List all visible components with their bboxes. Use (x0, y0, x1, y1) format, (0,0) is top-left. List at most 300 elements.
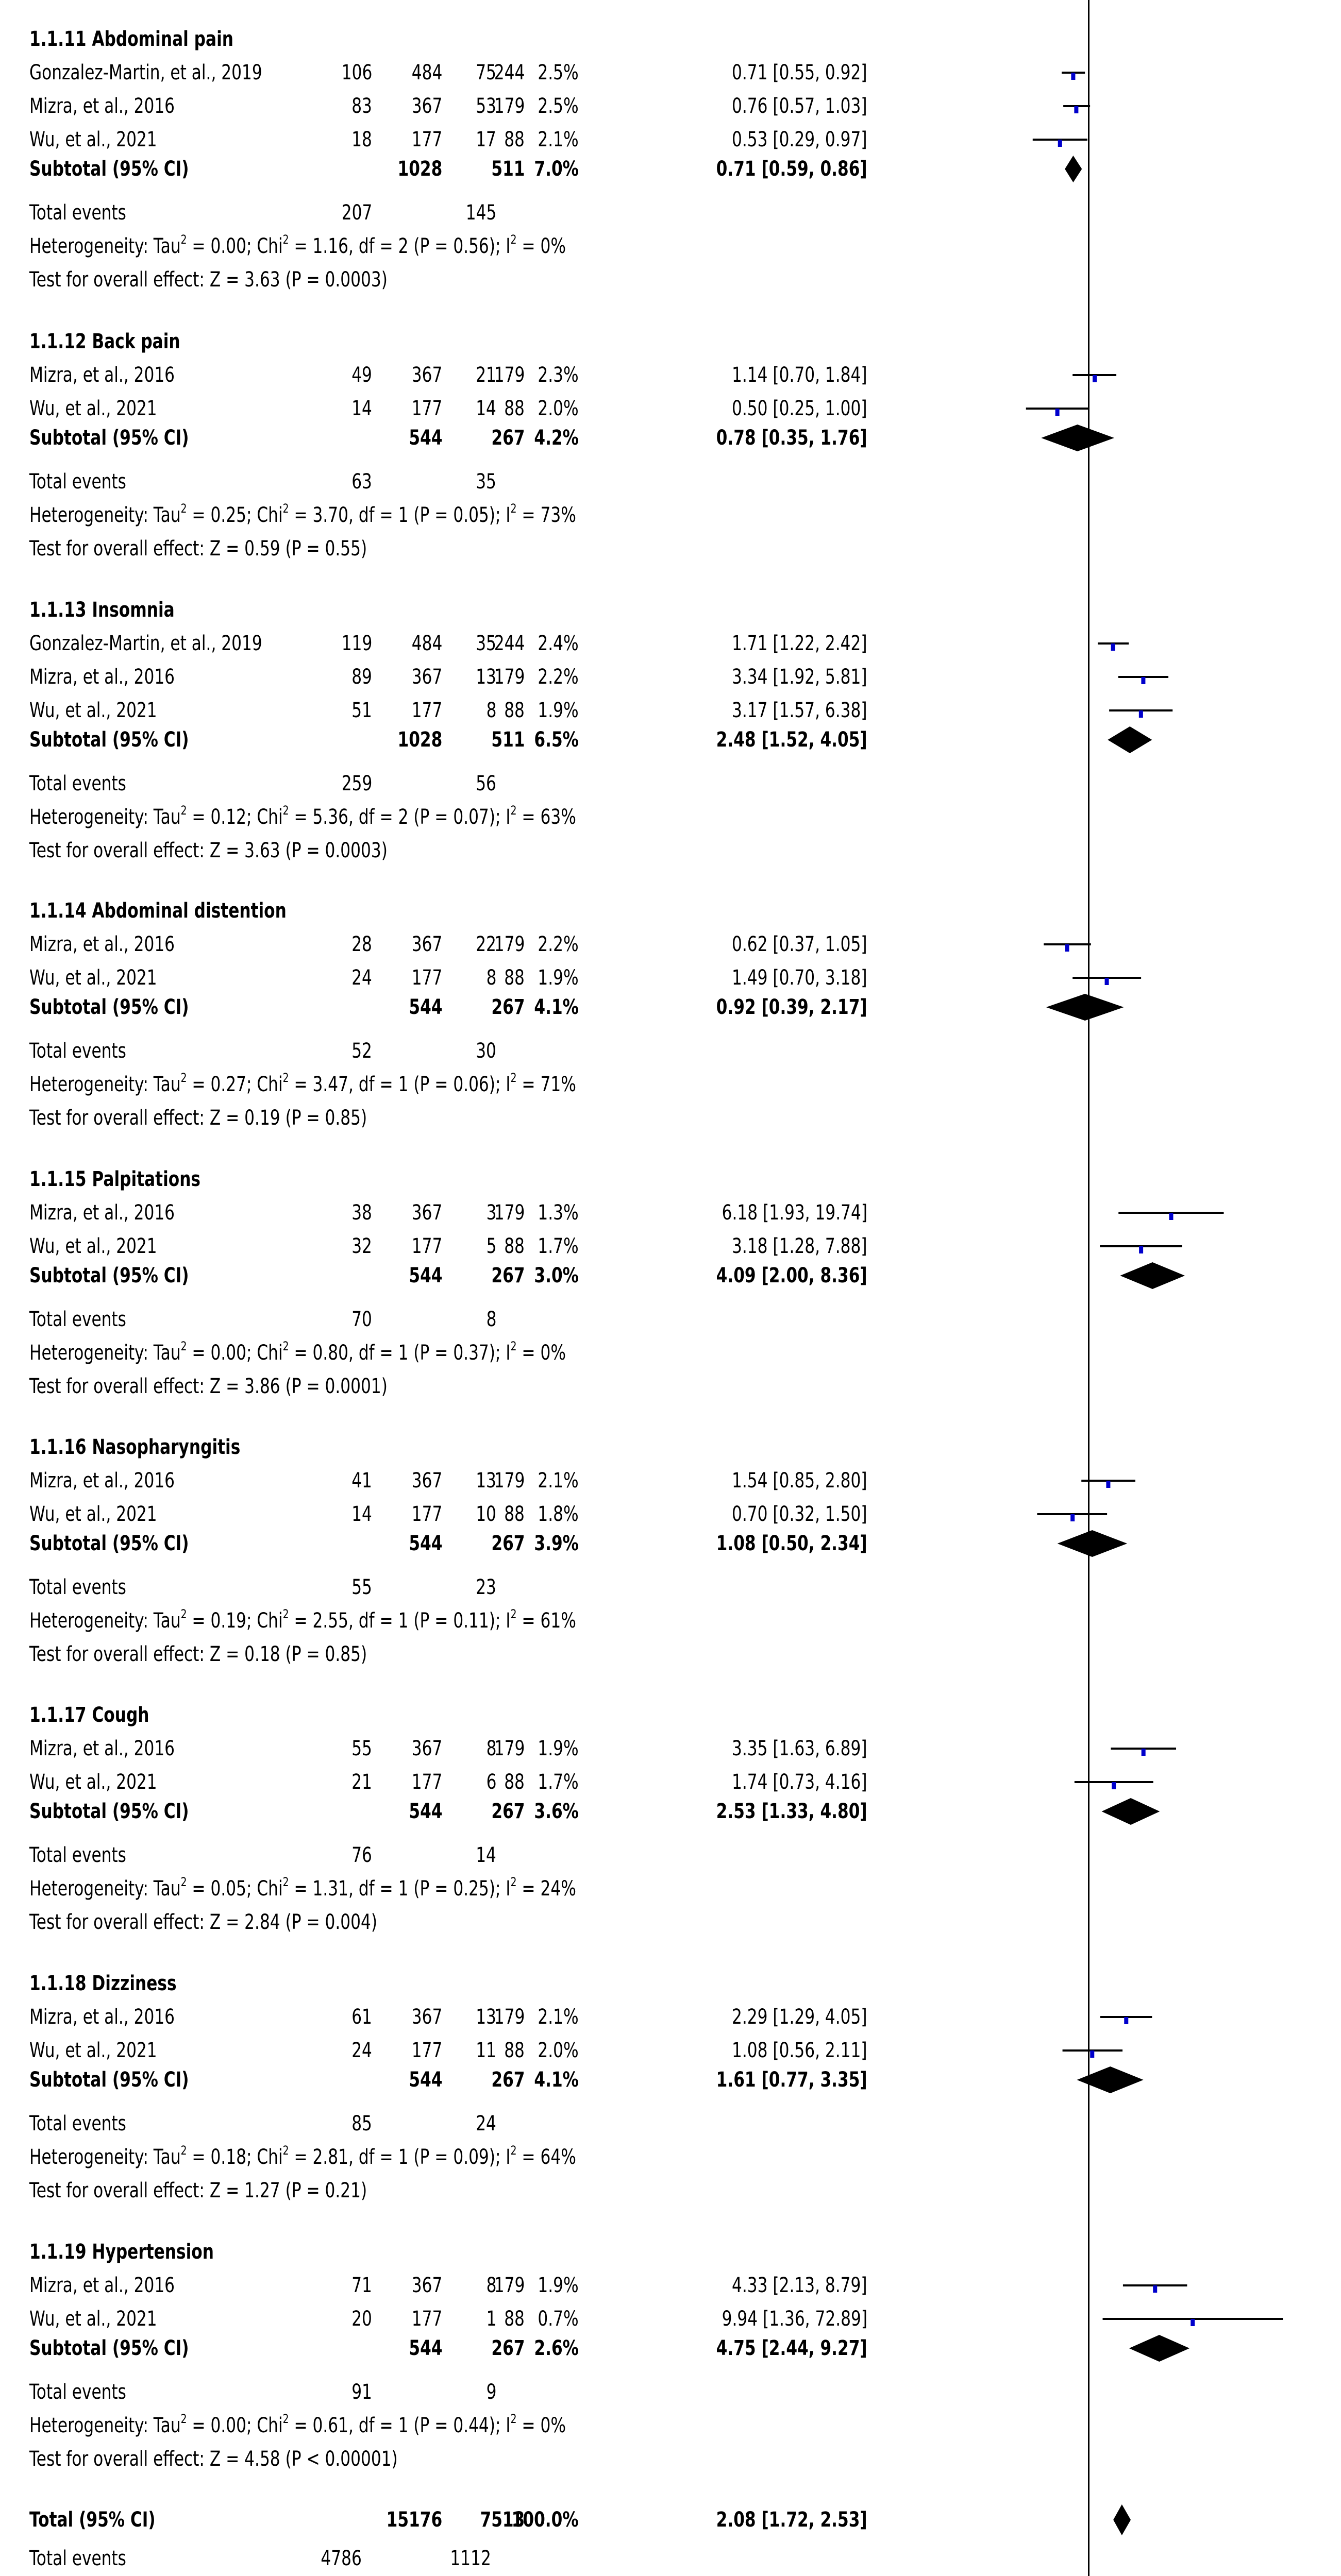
niraparib-events: 14 (351, 397, 372, 420)
subtotal-odds-ratio-ci: 1.08 [0.50, 2.34] (716, 1532, 867, 1555)
study-name: Mizra, et al., 2016 (29, 1469, 175, 1493)
total-events-niraparib: 207 (341, 201, 372, 225)
study-weight: 2.1% (538, 2005, 579, 2029)
heterogeneity-text-part: = 71% (516, 1073, 576, 1096)
study-point-marker (1093, 375, 1097, 382)
subtotal-placebo-total: 511 (491, 728, 525, 752)
placebo-events: 8 (486, 699, 496, 722)
study-point-marker (1105, 978, 1109, 985)
niraparib-total: 177 (411, 699, 442, 722)
heterogeneity-text-part: Heterogeneity: Tau (29, 1609, 181, 1633)
total-events-niraparib: 63 (351, 470, 372, 494)
subtotal-weight: 4.2% (534, 426, 579, 450)
placebo-total: 88 (504, 1770, 525, 1794)
heterogeneity-text-part: = 2.81, df = 1 (P = 0.09); I (289, 2145, 511, 2169)
placebo-total: 179 (494, 1201, 525, 1225)
superscript: 2 (510, 501, 517, 516)
study-point-marker (1070, 1514, 1075, 1521)
heterogeneity-text-part: = 0.05; Chi (187, 1877, 283, 1901)
heterogeneity-text-part: = 0.25; Chi (187, 503, 283, 527)
superscript: 2 (180, 1338, 187, 1353)
study-weight: 1.3% (538, 1201, 579, 1225)
superscript: 2 (510, 1070, 517, 1085)
niraparib-total: 177 (411, 397, 442, 420)
placebo-events: 17 (476, 128, 496, 151)
odds-ratio-ci: 1.74 [0.73, 4.16] (732, 1770, 867, 1794)
study-point-marker (1090, 2050, 1094, 2058)
niraparib-total: 177 (411, 966, 442, 990)
placebo-events: 5 (486, 1234, 496, 1258)
placebo-events: 8 (486, 1737, 496, 1760)
subtotal-label: Subtotal (95% CI) (29, 1800, 189, 1823)
study-name: Wu, et al., 2021 (29, 1234, 157, 1258)
overall-effect-text: Test for overall effect: Z = 2.84 (P = 0.004) (29, 1910, 378, 1934)
heterogeneity-text-part: = 2.55, df = 1 (P = 0.11); I (289, 1609, 511, 1633)
odds-ratio-ci: 0.62 [0.37, 1.05] (732, 933, 867, 956)
study-weight: 2.3% (538, 363, 579, 387)
study-point-marker (1169, 1213, 1173, 1220)
niraparib-events: 18 (351, 128, 372, 151)
total-events-niraparib: 259 (341, 772, 372, 795)
niraparib-total: 177 (411, 1502, 442, 1526)
placebo-total: 179 (494, 2005, 525, 2029)
subtotal-diamond (1129, 2335, 1189, 2362)
subtotal-weight: 4.1% (534, 995, 579, 1019)
heterogeneity-text-part: = 0.00; Chi (187, 2414, 283, 2437)
heterogeneity-text-part: = 73% (516, 503, 576, 527)
subtotal-weight: 6.5% (534, 728, 579, 752)
heterogeneity-text-part: = 0.80, df = 1 (P = 0.37); I (289, 1341, 511, 1365)
total-events-label: Total events (29, 470, 126, 494)
total-events-label: Total events (29, 2112, 126, 2136)
odds-ratio-ci: 1.71 [1.22, 2.42] (732, 632, 867, 655)
superscript: 2 (510, 2411, 517, 2426)
subtotal-odds-ratio-ci: 4.75 [2.44, 9.27] (716, 2336, 867, 2360)
superscript: 2 (282, 1874, 289, 1889)
placebo-events: 75 (476, 61, 496, 84)
subtotal-niraparib-total: 544 (408, 2068, 442, 2092)
study-point-marker (1071, 73, 1075, 80)
heterogeneity-text-part: Heterogeneity: Tau (29, 503, 181, 527)
placebo-total: 179 (494, 2274, 525, 2297)
odds-ratio-ci: 0.53 [0.29, 0.97] (732, 128, 867, 151)
study-point-marker (1142, 1749, 1146, 1756)
total-events-placebo: 145 (465, 201, 496, 225)
placebo-total: 179 (494, 363, 525, 387)
odds-ratio-ci: 0.71 [0.55, 0.92] (732, 61, 867, 84)
study-weight: 1.9% (538, 966, 579, 990)
total-events-label: Total events (29, 201, 126, 225)
overall-effect-text: Test for overall effect: Z = 4.58 (P < 0.00001) (29, 2447, 398, 2471)
subtotal-label: Subtotal (95% CI) (29, 2336, 189, 2360)
odds-ratio-ci: 3.18 [1.28, 7.88] (732, 1234, 867, 1258)
placebo-events: 3 (486, 1201, 496, 1225)
study-point-marker (1065, 944, 1069, 952)
subgroup-title: 1.1.14 Abdominal distention (29, 899, 287, 923)
niraparib-events: 106 (341, 61, 372, 84)
odds-ratio-ci: 1.08 [0.56, 2.11] (732, 2039, 867, 2062)
subtotal-weight: 7.0% (534, 157, 579, 181)
niraparib-events: 24 (351, 966, 372, 990)
placebo-total: 179 (494, 933, 525, 956)
niraparib-total: 484 (411, 61, 442, 84)
subtotal-placebo-total: 267 (491, 426, 525, 450)
heterogeneity-text-part: Heterogeneity: Tau (29, 2145, 181, 2169)
subtotal-odds-ratio-ci: 4.09 [2.00, 8.36] (716, 1264, 867, 1287)
niraparib-total: 367 (411, 933, 442, 956)
superscript: 2 (510, 1606, 517, 1621)
odds-ratio-ci: 0.50 [0.25, 1.00] (732, 397, 867, 420)
subgroup-title: 1.1.18 Dizziness (29, 1972, 177, 1995)
niraparib-events: 14 (351, 1502, 372, 1526)
subgroup-title: 1.1.17 Cough (29, 1703, 149, 1727)
study-name: Gonzalez-Martin, et al., 2019 (29, 632, 262, 655)
placebo-total: 179 (494, 94, 525, 118)
placebo-events: 8 (486, 2274, 496, 2297)
odds-ratio-ci: 6.18 [1.93, 19.74] (722, 1201, 867, 1225)
heterogeneity-text-part: = 3.47, df = 1 (P = 0.06); I (289, 1073, 511, 1096)
total-events-placebo: 23 (476, 1575, 496, 1599)
study-weight: 2.0% (538, 2039, 579, 2062)
total-odds-ratio-ci: 2.08 [1.72, 2.53] (716, 2508, 867, 2532)
odds-ratio-ci: 0.70 [0.32, 1.50] (732, 1502, 867, 1526)
heterogeneity-text-part: = 0.61, df = 1 (P = 0.44); I (289, 2414, 511, 2437)
niraparib-total: 177 (411, 1770, 442, 1794)
total-niraparib: 15176 (386, 2508, 442, 2532)
heterogeneity-text-part: = 0.00; Chi (187, 234, 283, 258)
total-events-niraparib: 91 (351, 2380, 372, 2404)
heterogeneity-text-part: = 0.27; Chi (187, 1073, 283, 1096)
niraparib-events: 51 (351, 699, 372, 722)
placebo-total: 88 (504, 128, 525, 151)
heterogeneity-text-part: = 0.19; Chi (187, 1609, 283, 1633)
superscript: 2 (282, 2411, 289, 2426)
subtotal-odds-ratio-ci: 0.92 [0.39, 2.17] (716, 995, 867, 1019)
total-events-label: Total events (29, 2547, 126, 2570)
study-weight: 1.9% (538, 1737, 579, 1760)
total-events-placebo: 9 (486, 2380, 496, 2404)
study-point-marker (1055, 409, 1060, 416)
subtotal-weight: 3.9% (534, 1532, 579, 1555)
subtotal-label: Subtotal (95% CI) (29, 728, 189, 752)
heterogeneity-text-part: = 3.70, df = 1 (P = 0.05); I (289, 503, 511, 527)
subtotal-niraparib-total: 1028 (397, 728, 442, 752)
subtotal-placebo-total: 267 (491, 1800, 525, 1823)
heterogeneity-text-part: Heterogeneity: Tau (29, 1341, 181, 1365)
study-point-marker (1141, 677, 1145, 684)
subtotal-placebo-total: 267 (491, 1264, 525, 1287)
subtotal-diamond (1102, 1798, 1160, 1825)
study-weight: 2.4% (538, 632, 579, 655)
niraparib-events: 49 (351, 363, 372, 387)
total-events-label: Total events (29, 772, 126, 795)
niraparib-events: 28 (351, 933, 372, 956)
niraparib-events: 83 (351, 94, 372, 118)
study-point-marker (1106, 1481, 1110, 1488)
subtotal-placebo-total: 267 (491, 2068, 525, 2092)
subtotal-label: Subtotal (95% CI) (29, 995, 189, 1019)
subgroup-title: 1.1.13 Insomnia (29, 598, 175, 622)
niraparib-total: 177 (411, 1234, 442, 1258)
odds-ratio-ci: 9.94 [1.36, 72.89] (722, 2307, 867, 2331)
subtotal-label: Subtotal (95% CI) (29, 1264, 189, 1287)
placebo-total: 88 (504, 699, 525, 722)
odds-ratio-ci: 3.34 [1.92, 5.81] (732, 665, 867, 689)
superscript: 2 (180, 232, 187, 247)
placebo-total: 88 (504, 1502, 525, 1526)
study-name: Wu, et al., 2021 (29, 128, 157, 151)
niraparib-events: 24 (351, 2039, 372, 2062)
overall-effect-text: Test for overall effect: Z = 1.27 (P = 0.21) (29, 2179, 367, 2202)
subtotal-weight: 4.1% (534, 2068, 579, 2092)
subtotal-placebo-total: 511 (491, 157, 525, 181)
odds-ratio-ci: 3.35 [1.63, 6.89] (732, 1737, 867, 1760)
study-weight: 2.5% (538, 94, 579, 118)
placebo-events: 13 (476, 665, 496, 689)
heterogeneity-text-part: = 0.12; Chi (187, 805, 283, 829)
niraparib-events: 119 (341, 632, 372, 655)
niraparib-events: 21 (351, 1770, 372, 1794)
niraparib-events: 32 (351, 1234, 372, 1258)
subtotal-weight: 3.0% (534, 1264, 579, 1287)
odds-ratio-ci: 4.33 [2.13, 8.79] (732, 2274, 867, 2297)
superscript: 2 (180, 803, 187, 818)
study-point-marker (1112, 1782, 1116, 1789)
odds-ratio-ci: 1.54 [0.85, 2.80] (732, 1469, 867, 1493)
superscript: 2 (180, 1606, 187, 1621)
overall-effect-text: Test for overall effect: Z = 3.86 (P = 0.0001) (29, 1375, 388, 1398)
subtotal-weight: 2.6% (534, 2336, 579, 2360)
study-name: Mizra, et al., 2016 (29, 933, 175, 956)
study-name: Wu, et al., 2021 (29, 1770, 157, 1794)
placebo-total: 88 (504, 2039, 525, 2062)
subtotal-label: Subtotal (95% CI) (29, 157, 189, 181)
total-events-label: Total events (29, 2380, 126, 2404)
placebo-events: 1 (486, 2307, 496, 2331)
placebo-total: 88 (504, 2307, 525, 2331)
study-name: Wu, et al., 2021 (29, 2307, 157, 2331)
niraparib-total: 367 (411, 1469, 442, 1493)
placebo-total: 244 (494, 61, 525, 84)
study-point-marker (1124, 2017, 1128, 2024)
subtotal-label: Subtotal (95% CI) (29, 2068, 189, 2092)
niraparib-total: 367 (411, 2005, 442, 2029)
superscript: 2 (180, 501, 187, 516)
heterogeneity-text-part: = 0% (516, 1341, 566, 1365)
study-weight: 1.9% (538, 2274, 579, 2297)
superscript: 2 (180, 1070, 187, 1085)
subtotal-niraparib-total: 544 (408, 1532, 442, 1555)
study-name: Wu, et al., 2021 (29, 1502, 157, 1526)
subtotal-odds-ratio-ci: 1.61 [0.77, 3.35] (716, 2068, 867, 2092)
subtotal-odds-ratio-ci: 0.71 [0.59, 0.86] (716, 157, 867, 181)
study-point-marker (1058, 140, 1062, 147)
study-weight: 2.2% (538, 933, 579, 956)
heterogeneity-text-part: Heterogeneity: Tau (29, 1073, 181, 1096)
subtotal-diamond (1108, 726, 1152, 753)
subtotal-placebo-total: 267 (491, 995, 525, 1019)
placebo-events: 35 (476, 632, 496, 655)
superscript: 2 (180, 1874, 187, 1889)
heterogeneity-text-part: Heterogeneity: Tau (29, 234, 181, 258)
study-point-marker (1153, 2285, 1157, 2293)
total-events-label: Total events (29, 1308, 126, 1331)
odds-ratio-ci: 2.29 [1.29, 4.05] (732, 2005, 867, 2029)
study-name: Gonzalez-Martin, et al., 2019 (29, 61, 262, 84)
total-events-placebo: 24 (476, 2112, 496, 2136)
subgroup-title: 1.1.16 Nasopharyngitis (29, 1435, 241, 1459)
subtotal-label: Subtotal (95% CI) (29, 1532, 189, 1555)
heterogeneity-text-part: = 63% (516, 805, 576, 829)
niraparib-total: 177 (411, 2307, 442, 2331)
total-events-placebo: 30 (476, 1039, 496, 1063)
niraparib-events: 20 (351, 2307, 372, 2331)
niraparib-events: 41 (351, 1469, 372, 1493)
total-placebo: 7513 (480, 2508, 525, 2532)
superscript: 2 (180, 2411, 187, 2426)
heterogeneity-text-part: = 0% (516, 2414, 566, 2437)
heterogeneity-text-part: = 64% (516, 2145, 576, 2169)
study-name: Mizra, et al., 2016 (29, 94, 175, 118)
niraparib-total: 367 (411, 1737, 442, 1760)
study-weight: 0.7% (538, 2307, 579, 2331)
subtotal-niraparib-total: 544 (408, 1800, 442, 1823)
superscript: 2 (282, 1070, 289, 1085)
total-events-niraparib: 55 (351, 1575, 372, 1599)
total-label: Total (95% CI) (29, 2508, 156, 2532)
odds-ratio-ci: 0.76 [0.57, 1.03] (732, 94, 867, 118)
placebo-events: 21 (476, 363, 496, 387)
study-point-marker (1139, 1246, 1143, 1253)
placebo-events: 53 (476, 94, 496, 118)
niraparib-events: 61 (351, 2005, 372, 2029)
superscript: 2 (282, 501, 289, 516)
odds-ratio-ci: 1.49 [0.70, 3.18] (732, 966, 867, 990)
study-name: Wu, et al., 2021 (29, 397, 157, 420)
study-name: Mizra, et al., 2016 (29, 1201, 175, 1225)
study-weight: 2.5% (538, 61, 579, 84)
subtotal-placebo-total: 267 (491, 1532, 525, 1555)
superscript: 2 (510, 1874, 517, 1889)
heterogeneity-text-part: Heterogeneity: Tau (29, 2414, 181, 2437)
study-point-marker (1191, 2319, 1195, 2326)
total-weight: 100.0% (512, 2508, 579, 2532)
superscript: 2 (510, 232, 517, 247)
study-name: Mizra, et al., 2016 (29, 665, 175, 689)
total-events-placebo: 35 (476, 470, 496, 494)
niraparib-events: 38 (351, 1201, 372, 1225)
subgroup-title: 1.1.19 Hypertension (29, 2240, 214, 2264)
overall-effect-text: Test for overall effect: Z = 0.19 (P = 0.85) (29, 1106, 367, 1130)
total-events-niraparib: 4786 (321, 2547, 362, 2570)
placebo-total: 179 (494, 665, 525, 689)
superscript: 2 (282, 232, 289, 247)
niraparib-events: 89 (351, 665, 372, 689)
placebo-events: 13 (476, 2005, 496, 2029)
superscript: 2 (282, 2143, 289, 2158)
study-name: Mizra, et al., 2016 (29, 363, 175, 387)
overall-effect-text: Test for overall effect: Z = 3.63 (P = 0.0003) (29, 268, 388, 292)
total-events-placebo: 1112 (450, 2547, 491, 2570)
heterogeneity-text-part: = 0.00; Chi (187, 1341, 283, 1365)
placebo-total: 179 (494, 1737, 525, 1760)
study-weight: 1.7% (538, 1234, 579, 1258)
study-weight: 2.0% (538, 397, 579, 420)
placebo-events: 11 (476, 2039, 496, 2062)
subtotal-diamond (1120, 1262, 1185, 1289)
study-weight: 1.7% (538, 1770, 579, 1794)
subtotal-odds-ratio-ci: 2.48 [1.52, 4.05] (716, 728, 867, 752)
total-events-niraparib: 52 (351, 1039, 372, 1063)
study-point-marker (1111, 643, 1115, 651)
niraparib-total: 367 (411, 1201, 442, 1225)
subtotal-niraparib-total: 544 (408, 426, 442, 450)
study-name: Wu, et al., 2021 (29, 2039, 157, 2062)
study-point-marker (1139, 710, 1143, 718)
overall-effect-text: Test for overall effect: Z = 3.63 (P = 0.0003) (29, 839, 388, 862)
study-weight: 2.1% (538, 128, 579, 151)
subtotal-diamond (1046, 994, 1124, 1021)
study-name: Wu, et al., 2021 (29, 966, 157, 990)
heterogeneity-text-part: = 5.36, df = 2 (P = 0.07); I (289, 805, 511, 829)
heterogeneity-text-part: Heterogeneity: Tau (29, 805, 181, 829)
niraparib-events: 71 (351, 2274, 372, 2297)
study-name: Mizra, et al., 2016 (29, 2274, 175, 2297)
total-events-label: Total events (29, 1575, 126, 1599)
placebo-total: 88 (504, 966, 525, 990)
overall-effect-text: Test for overall effect: Z = 0.59 (P = 0.55) (29, 537, 367, 561)
subtotal-diamond (1041, 425, 1114, 451)
subgroup-title: 1.1.15 Palpitations (29, 1167, 201, 1191)
subtotal-diamond (1058, 1530, 1128, 1557)
study-name: Mizra, et al., 2016 (29, 2005, 175, 2029)
superscript: 2 (282, 1338, 289, 1353)
heterogeneity-text-part: = 0% (516, 234, 566, 258)
subtotal-placebo-total: 267 (491, 2336, 525, 2360)
placebo-events: 14 (476, 397, 496, 420)
total-events-niraparib: 70 (351, 1308, 372, 1331)
heterogeneity-text-part: = 0.18; Chi (187, 2145, 283, 2169)
study-name: Wu, et al., 2021 (29, 699, 157, 722)
total-events-label: Total events (29, 1843, 126, 1867)
odds-ratio-ci: 1.14 [0.70, 1.84] (732, 363, 867, 387)
placebo-events: 22 (476, 933, 496, 956)
overall-effect-text: Test for overall effect: Z = 0.18 (P = 0.85) (29, 1642, 367, 1666)
subtotal-weight: 3.6% (534, 1800, 579, 1823)
superscript: 2 (510, 2143, 517, 2158)
placebo-total: 244 (494, 632, 525, 655)
heterogeneity-text-part: = 1.31, df = 1 (P = 0.25); I (289, 1877, 511, 1901)
odds-ratio-ci: 3.17 [1.57, 6.38] (732, 699, 867, 722)
total-events-placebo: 56 (476, 772, 496, 795)
placebo-total: 88 (504, 397, 525, 420)
superscript: 2 (180, 2143, 187, 2158)
niraparib-total: 367 (411, 665, 442, 689)
placebo-events: 8 (486, 966, 496, 990)
study-weight: 2.2% (538, 665, 579, 689)
niraparib-events: 55 (351, 1737, 372, 1760)
superscript: 2 (510, 803, 517, 818)
heterogeneity-text-part: = 24% (516, 1877, 576, 1901)
placebo-total: 179 (494, 1469, 525, 1493)
subtotal-niraparib-total: 544 (408, 2336, 442, 2360)
placebo-events: 6 (486, 1770, 496, 1794)
study-point-marker (1074, 106, 1078, 113)
niraparib-total: 484 (411, 632, 442, 655)
niraparib-total: 177 (411, 2039, 442, 2062)
study-name: Mizra, et al., 2016 (29, 1737, 175, 1760)
study-weight: 1.9% (538, 699, 579, 722)
